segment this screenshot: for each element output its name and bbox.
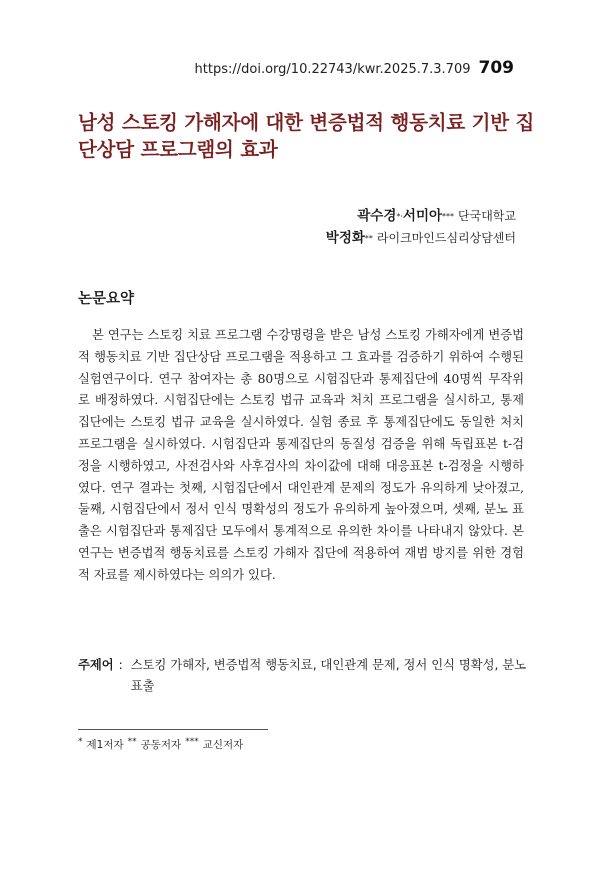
abstract-body: 본 연구는 스토킹 치료 프로그램 수강명령을 받은 남성 스토킹 가해자에게 변증법적 행동치료 기반 집단상담 프로그램을 적용하고 그 효과를 검증하기 위하여 수행된 실험연구이다. 연구 참여자는 총 80명으로 시험집단과 통제집단에 40명씩 무작위로 배정하였다. 시험집단에는 스토킹 법규 교육과 처치 프로그램을 실시하고, 통제집단에는 스토킹 법규 교육을 실시하였다. 실험 종료 후 통제집단에도 동일한 처치 프로그램을 실시하였다. 시험집단과 통제집단의 동질성 검증을 위해 독립표본 t-검정을 시행하였고, 사전검사와 사후검사의 차이값에 대해 대응표본 t-검정을 시행하였다. 연구 결과는 첫째, 시험집단에서 대인관계 문제의 정도가 유의하게 낮아졌고, 둘째, 시험집단에서 정서 인식 명확성의 정도가 유의하게 높아졌으며, 셋째, 분노 표출은 시험집단과 통제집단 모두에서 통계적으로 유의한 차이를 나타내지 않았다. 본 연구는 변증법적 행동치료를 스토킹 가해자 집단에 적용하여 재범 방지를 위한 경험적 자료를 제시하였다는 의의가 있다. — [78, 328, 524, 582]
footnote-role-2: 공동저자 — [140, 739, 182, 751]
author-name-2: 서미아 — [402, 208, 443, 224]
author-line-1 — [326, 205, 516, 227]
paper-title: 남성 스토킹 가해자에 대한 변증법적 행동치료 기반 집단상담 프로그램의 효과 — [78, 111, 535, 161]
author-line-2 — [326, 227, 516, 249]
footnote-mark-3: *** — [185, 737, 199, 747]
keywords-label: 주제어 — [78, 658, 114, 672]
keywords-text: 스토킹 가해자, 변증법적 행동치료, 대인관계 문제, 정서 인식 명확성, 분노 표출 — [130, 658, 527, 693]
author-affiliation-2: 라이크마인드심리상담센터 — [376, 231, 516, 246]
author-mark-3: ** — [364, 234, 373, 244]
footnote — [78, 737, 243, 752]
doi-link[interactable]: https://doi.org/10.22743/kwr.2025.7.3.709 — [194, 62, 471, 77]
footnote-mark-2: ** — [127, 737, 137, 747]
abstract-heading: 논문요약 — [78, 291, 135, 307]
keywords-block — [78, 655, 528, 697]
author-affiliation-1: 단국대학교 — [458, 209, 516, 223]
page-header — [195, 58, 514, 78]
author-name-3: 박정화 — [325, 230, 365, 247]
author-mark-1: *· — [396, 212, 403, 221]
footnote-mark-1: * — [78, 737, 83, 747]
author-name-1: 곽수경 — [357, 208, 397, 224]
author-mark-2: *** — [442, 212, 455, 221]
keywords-separator: : — [118, 658, 123, 672]
footnote-role-3: 교신저자 — [202, 739, 244, 751]
footnote-role-1: 제1저자 — [86, 739, 124, 751]
footnote-rule — [78, 729, 268, 730]
page-number: 709 — [478, 58, 514, 78]
author-block — [326, 205, 516, 250]
